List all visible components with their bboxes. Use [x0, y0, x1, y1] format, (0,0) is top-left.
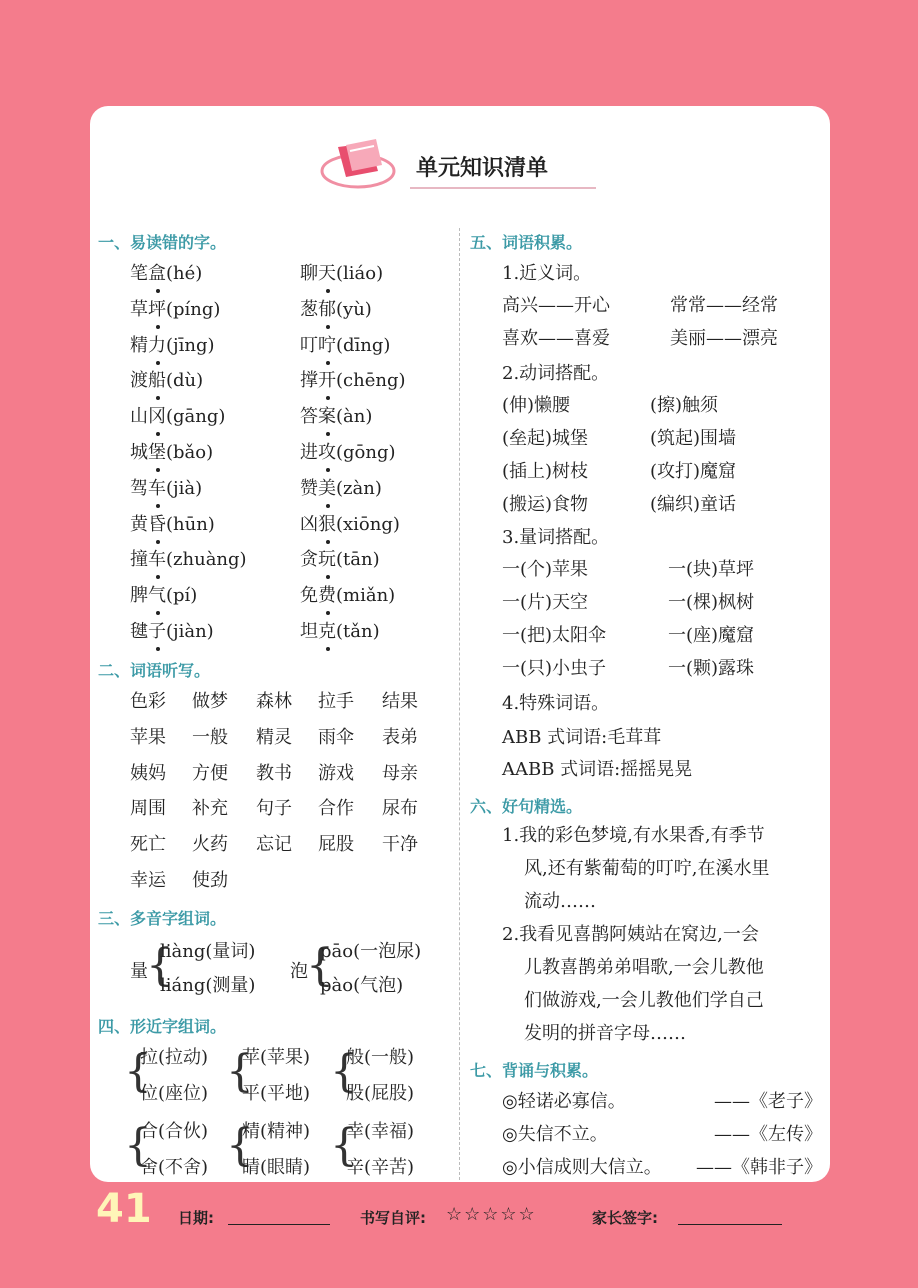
- column-divider: [459, 228, 460, 1180]
- sentence-line: 儿教喜鹊弟弟唱歌,一会儿教他: [524, 957, 764, 978]
- dictation-word: 表弟: [382, 726, 418, 748]
- dictation-word: 尿布: [382, 798, 418, 820]
- emphasis-dot: [326, 289, 330, 293]
- word-item: 脾气(pí): [130, 585, 198, 607]
- word-item: 答案(àn): [300, 406, 373, 428]
- sentence-line: 们做游戏,一会儿教他们学自己: [524, 990, 764, 1011]
- similar-char: 舍(不舍): [140, 1157, 209, 1178]
- emphasis-dot: [326, 325, 330, 329]
- brace: {: [146, 940, 174, 991]
- word-item: 赞美(zàn): [300, 477, 382, 499]
- polyphone-reading: pào(气泡): [320, 975, 404, 996]
- polyphone-reading: liàng(量词): [160, 941, 256, 962]
- word-item: 山冈(gāng): [130, 406, 226, 428]
- dictation-word: 火药: [192, 834, 228, 856]
- date-field[interactable]: [228, 1224, 330, 1225]
- polyphone-reading: liáng(测量): [160, 975, 256, 996]
- emphasis-dot: [326, 647, 330, 651]
- collocation-item: (擦)触须: [650, 395, 719, 416]
- dictation-word: 使劲: [192, 870, 228, 891]
- parent-sign-label: 家长签字:: [592, 1209, 658, 1227]
- emphasis-dot: [326, 504, 330, 508]
- word-item: 坦克(tǎn): [300, 621, 380, 642]
- emphasis-dot: [156, 647, 160, 651]
- word-item: 毽子(jiàn): [130, 621, 214, 642]
- dictation-word: 死亡: [130, 834, 166, 856]
- collocation-item: 一(片)天空: [502, 592, 589, 613]
- polyphone-char: 量: [130, 961, 148, 982]
- dictation-word: 姨妈: [130, 762, 166, 784]
- dictation-word: 干净: [382, 834, 418, 856]
- dictation-word: 精灵: [256, 726, 292, 748]
- dictation-word: 一般: [192, 726, 228, 748]
- dictation-word: 雨伞: [318, 726, 354, 748]
- emphasis-dot: [156, 504, 160, 508]
- aabb-words: AABB 式词语:摇摇晃晃: [502, 759, 693, 780]
- word-item: 驾车(jià): [130, 477, 203, 499]
- word-item: 笔盒(hé): [130, 263, 203, 284]
- word-item: 渡船(dù): [130, 370, 204, 392]
- dictation-word: 色彩: [130, 691, 166, 712]
- quote-text: ◎失信不立。: [502, 1124, 608, 1145]
- dictation-word: 合作: [318, 798, 354, 820]
- dictation-word: 拉手: [318, 691, 354, 712]
- dictation-word: 做梦: [192, 691, 228, 712]
- sentence-line: 风,还有紫葡萄的叮咛,在溪水里: [524, 858, 770, 879]
- similar-char: 睛(眼睛): [242, 1157, 311, 1178]
- emphasis-dot: [156, 289, 160, 293]
- collocation-item: (编织)童话: [650, 494, 737, 515]
- similar-char: 股(屁股): [346, 1083, 415, 1104]
- emphasis-dot: [156, 361, 160, 365]
- brace: {: [226, 1120, 254, 1171]
- page-number: 41: [96, 1186, 152, 1232]
- dictation-word: 教书: [256, 762, 292, 784]
- quote-source: ——《韩非子》: [696, 1157, 822, 1178]
- dictation-word: 幸运: [130, 870, 166, 891]
- similar-char: 合(合伙): [140, 1121, 209, 1142]
- dictation-word: 游戏: [318, 762, 354, 784]
- section-5-title: 五、词语积累。: [470, 233, 583, 252]
- dictation-word: 苹果: [130, 726, 166, 748]
- similar-char: 苹(苹果): [242, 1047, 311, 1068]
- dictation-word: 方便: [192, 762, 228, 784]
- collocation-item: (垒起)城堡: [502, 428, 589, 449]
- dictation-word: 补充: [192, 798, 228, 820]
- abb-words: ABB 式词语:毛茸茸: [502, 727, 662, 748]
- brace: {: [330, 1120, 358, 1171]
- dictation-word: 结果: [382, 691, 418, 712]
- brace: {: [124, 1046, 152, 1097]
- word-item: 贪玩(tān): [300, 549, 380, 571]
- collocation-item: 一(棵)枫树: [668, 592, 755, 613]
- brace: {: [124, 1120, 152, 1171]
- word-item: 葱郁(yù): [300, 298, 372, 320]
- collocation-item: (插上)树枝: [502, 461, 589, 482]
- collocation-item: 一(把)太阳伞: [502, 625, 607, 646]
- emphasis-dot: [326, 468, 330, 472]
- word-item: 撞车(zhuàng): [130, 549, 247, 571]
- similar-char: 辛(辛苦): [346, 1157, 415, 1178]
- emphasis-dot: [326, 361, 330, 365]
- collocation-item: 美丽——漂亮: [670, 328, 778, 349]
- similar-char: 平(平地): [242, 1083, 311, 1104]
- polyphone-char: 泡: [290, 961, 308, 982]
- section-4-title: 四、形近字组词。: [98, 1017, 227, 1036]
- sentence-line: 发明的拼音字母……: [524, 1023, 686, 1044]
- emphasis-dot: [156, 468, 160, 472]
- page-title: 单元知识清单: [416, 156, 549, 181]
- dictation-word: 森林: [256, 691, 292, 712]
- section-6-title: 六、好句精选。: [470, 797, 583, 816]
- collocation-item: 一(座)魔窟: [668, 625, 755, 646]
- collocation-item: (搬运)食物: [502, 494, 589, 515]
- word-item: 聊天(liáo): [300, 263, 384, 284]
- sentence-line: 1.我的彩色梦境,有水果香,有季节: [502, 825, 765, 846]
- brace: {: [306, 940, 334, 991]
- quote-text: ◎小信成则大信立。: [502, 1157, 662, 1178]
- subheading-verbs: 2.动词搭配。: [502, 363, 610, 384]
- emphasis-dot: [156, 325, 160, 329]
- section-title: [320, 135, 600, 195]
- similar-char: 精(精神): [242, 1121, 311, 1142]
- collocation-item: 一(个)苹果: [502, 559, 589, 580]
- rating-stars[interactable]: ☆☆☆☆☆: [446, 1204, 537, 1225]
- word-item: 城堡(bǎo): [130, 442, 214, 463]
- collocation-item: 一(颗)露珠: [668, 658, 755, 679]
- collocation-item: (攻打)魔窟: [650, 461, 737, 482]
- subheading-synonyms: 1.近义词。: [502, 263, 592, 284]
- collocation-item: 高兴——开心: [502, 295, 610, 316]
- collocation-item: 常常——经常: [670, 295, 778, 316]
- quote-text: ◎轻诺必寡信。: [502, 1091, 626, 1112]
- similar-char: 拉(拉动): [140, 1047, 209, 1068]
- dictation-word: 忘记: [256, 834, 292, 856]
- quote-source: ——《左传》: [714, 1124, 822, 1145]
- polyphone-reading: pāo(一泡尿): [320, 941, 422, 962]
- subheading-special: 4.特殊词语。: [502, 693, 610, 714]
- self-eval-label: 书写自评:: [360, 1209, 426, 1227]
- brace: {: [330, 1046, 358, 1097]
- section-2-title: 二、词语听写。: [98, 661, 211, 680]
- title-underline: [410, 187, 596, 189]
- word-item: 草坪(píng): [130, 298, 221, 320]
- book-icon: [320, 135, 406, 191]
- collocation-item: 一(块)草坪: [668, 559, 755, 580]
- word-item: 凶狠(xiōng): [300, 513, 400, 535]
- collocation-item: 一(只)小虫子: [502, 658, 607, 679]
- dictation-word: 屁股: [318, 834, 354, 856]
- subheading-measure: 3.量词搭配。: [502, 527, 610, 548]
- similar-char: 位(座位): [140, 1083, 209, 1104]
- quote-source: ——《老子》: [714, 1091, 822, 1112]
- collocation-item: (伸)懒腰: [502, 395, 571, 416]
- similar-char: 幸(幸福): [346, 1121, 415, 1142]
- dictation-word: 母亲: [382, 762, 418, 784]
- word-item: 免费(miǎn): [300, 585, 396, 607]
- emphasis-dot: [156, 540, 160, 544]
- parent-sign-field[interactable]: [678, 1224, 782, 1225]
- word-item: 进攻(gōng): [300, 442, 396, 463]
- similar-char: 般(一般): [346, 1047, 415, 1068]
- sentence-line: 流动……: [524, 891, 596, 912]
- date-label: 日期:: [178, 1209, 214, 1227]
- emphasis-dot: [326, 540, 330, 544]
- word-item: 黄昏(hūn): [130, 513, 215, 535]
- brace: {: [226, 1046, 254, 1097]
- collocation-item: (筑起)围墙: [650, 428, 737, 449]
- section-3-title: 三、多音字组词。: [98, 909, 227, 928]
- word-item: 撑开(chēng): [300, 370, 406, 392]
- section-1-title: 一、易读错的字。: [98, 233, 227, 252]
- sentence-line: 2.我看见喜鹊阿姨站在窝边,一会: [502, 924, 759, 945]
- collocation-item: 喜欢——喜爱: [502, 328, 610, 349]
- word-item: 叮咛(dīng): [300, 334, 391, 356]
- word-item: 精力(jīng): [130, 334, 215, 356]
- section-7-title: 七、背诵与积累。: [470, 1061, 599, 1080]
- dictation-word: 周围: [130, 798, 166, 820]
- dictation-word: 句子: [256, 798, 292, 820]
